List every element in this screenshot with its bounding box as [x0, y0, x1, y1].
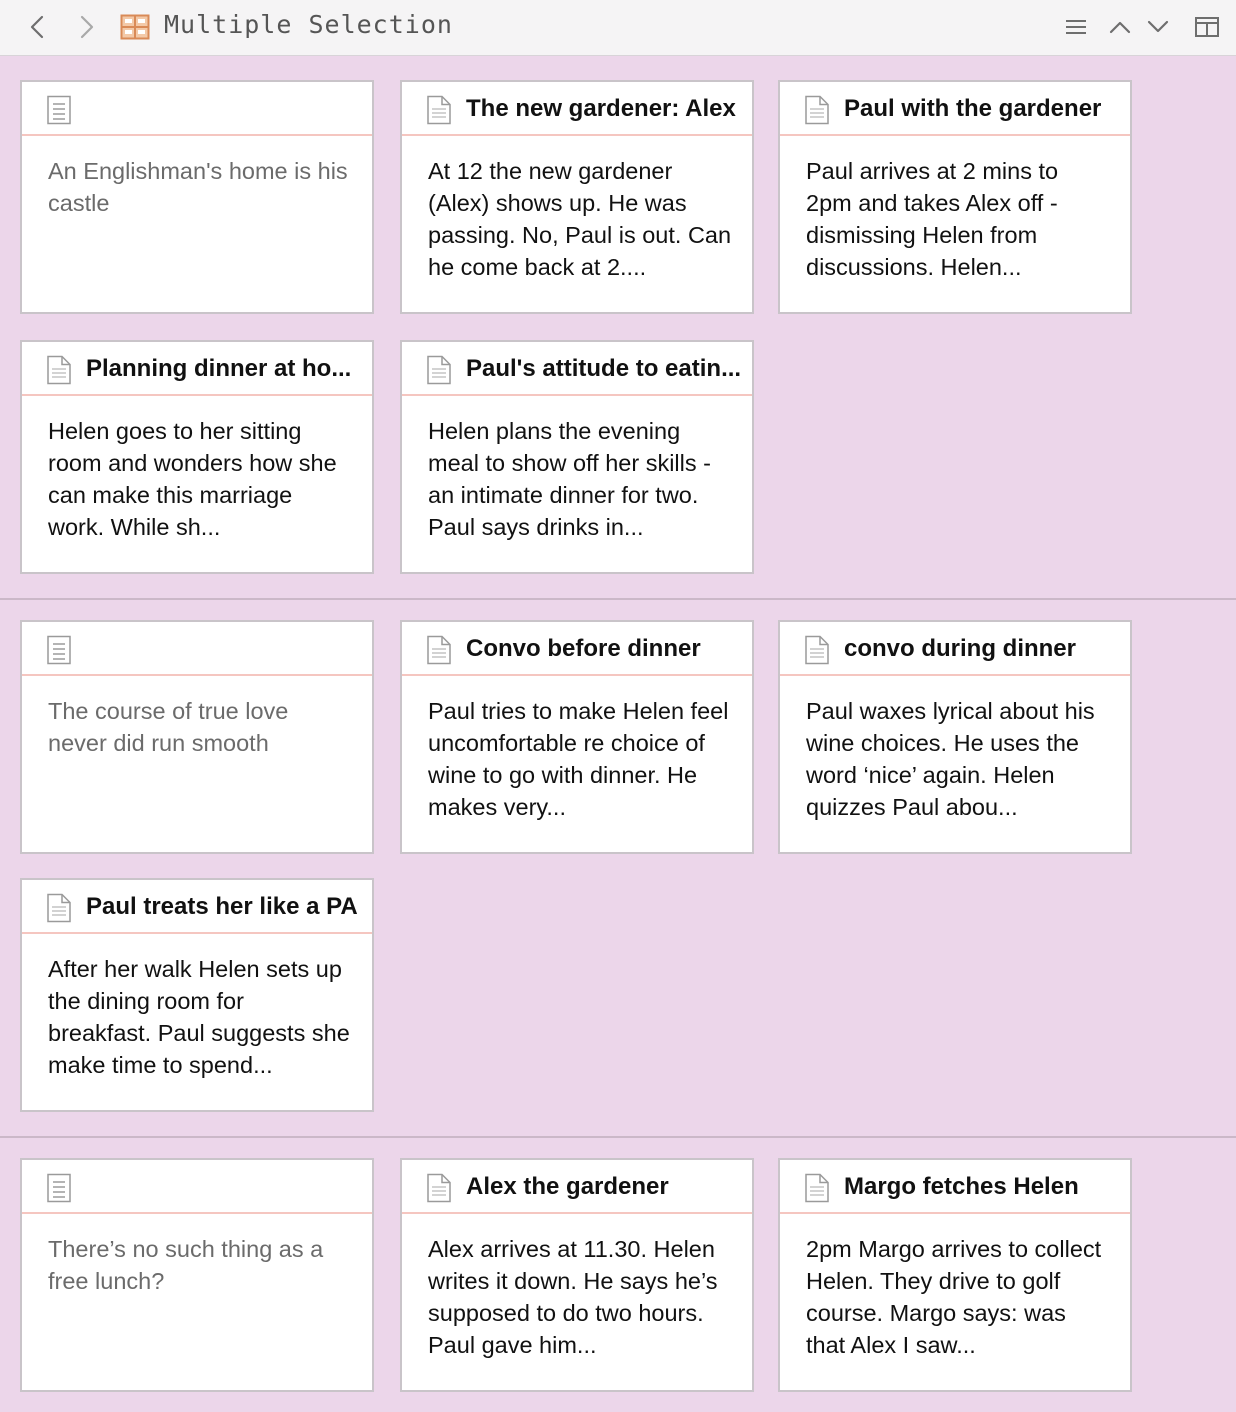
card-header: [402, 622, 752, 676]
index-card[interactable]: [20, 620, 374, 854]
index-card[interactable]: [400, 1158, 754, 1392]
card-title[interactable]: Planning dinner at ho...: [86, 355, 352, 382]
card-synopsis[interactable]: An Englishman's home is his castle: [48, 158, 348, 216]
document-icon: [46, 893, 72, 923]
card-synopsis[interactable]: At 12 the new gardener (Alex) shows up. He was passing. No, Paul is out. Can he come back at 2....: [428, 158, 732, 280]
document-icon: [804, 635, 830, 665]
card-synopsis[interactable]: Paul tries to make Helen feel uncomfortable re choice of wine to go with dinner. He makes very...: [428, 698, 729, 820]
toolbar: [0, 0, 1236, 56]
menu-icon: [1064, 17, 1088, 37]
chevron-up-icon: [1108, 19, 1132, 35]
card-header: [780, 1160, 1130, 1214]
card-title[interactable]: Alex the gardener: [466, 1173, 669, 1200]
group-divider: [0, 1136, 1236, 1138]
index-card[interactable]: [400, 340, 754, 574]
card-synopsis[interactable]: After her walk Helen sets up the dining room for breakfast. Paul suggests she make time to spend...: [48, 956, 350, 1078]
card-title[interactable]: The new gardener: Alex: [466, 95, 736, 122]
document-icon: [804, 95, 830, 125]
card-title[interactable]: Convo before dinner: [466, 635, 701, 662]
card-synopsis[interactable]: 2pm Margo arrives to collect Helen. They drive to golf course. Margo says: was that Alex I saw...: [806, 1236, 1102, 1358]
card-header: [22, 82, 372, 136]
group-divider: [0, 598, 1236, 600]
card-header: [402, 82, 752, 136]
card-header: [402, 342, 752, 396]
text-document-icon: [46, 1173, 72, 1203]
card-synopsis[interactable]: The course of true love never did run smooth: [48, 698, 289, 756]
forward-button[interactable]: [72, 12, 102, 42]
split-view-button[interactable]: [1192, 12, 1222, 42]
card-synopsis[interactable]: Paul arrives at 2 mins to 2pm and takes Alex off - dismissing Helen from discussions. Helen...: [806, 158, 1059, 280]
card-header: [780, 82, 1130, 136]
chevron-right-icon: [78, 14, 96, 40]
chevron-down-icon: [1146, 19, 1170, 35]
card-title[interactable]: Margo fetches Helen: [844, 1173, 1079, 1200]
index-card[interactable]: [778, 80, 1132, 314]
card-synopsis[interactable]: Helen plans the evening meal to show off her skills - an intimate dinner for two. Paul says drinks in...: [428, 418, 711, 540]
card-title[interactable]: convo during dinner: [844, 635, 1076, 662]
text-document-icon: [46, 95, 72, 125]
split-view-icon: [1194, 16, 1220, 38]
card-title[interactable]: Paul with the gardener: [844, 95, 1102, 122]
card-synopsis[interactable]: There’s no such thing as a free lunch?: [48, 1236, 324, 1294]
index-card[interactable]: [20, 80, 374, 314]
window-title: Multiple Selection: [164, 10, 453, 39]
back-button[interactable]: [22, 12, 52, 42]
card-header: [22, 880, 372, 934]
text-document-icon: [46, 635, 72, 665]
index-card[interactable]: [778, 620, 1132, 854]
index-card[interactable]: [20, 340, 374, 574]
card-header: [22, 622, 372, 676]
document-icon: [46, 355, 72, 385]
index-card[interactable]: [20, 878, 374, 1112]
card-title[interactable]: Paul's attitude to eatin...: [466, 355, 742, 382]
index-card[interactable]: [400, 80, 754, 314]
card-synopsis[interactable]: Alex arrives at 11.30. Helen writes it down. He says he’s supposed to do two hours. Paul gave him...: [428, 1236, 718, 1358]
card-header: [22, 342, 372, 396]
next-document-button[interactable]: [1143, 12, 1173, 42]
corkboard-view-button[interactable]: [120, 12, 150, 42]
previous-document-button[interactable]: [1105, 12, 1135, 42]
document-icon: [426, 1173, 452, 1203]
card-synopsis[interactable]: Helen goes to her sitting room and wonders how she can make this marriage work. While sh...: [48, 418, 337, 540]
document-icon: [426, 635, 452, 665]
card-title[interactable]: Paul treats her like a PA: [86, 893, 358, 920]
card-header: [22, 1160, 372, 1214]
index-card[interactable]: [20, 1158, 374, 1392]
index-card[interactable]: [778, 1158, 1132, 1392]
chevron-left-icon: [28, 14, 46, 40]
card-synopsis[interactable]: Paul waxes lyrical about his wine choices. He uses the word ‘nice’ again. Helen quizzes Paul abou...: [806, 698, 1095, 820]
card-header: [780, 622, 1130, 676]
card-header: [402, 1160, 752, 1214]
corkboard-icon: [120, 14, 150, 40]
document-icon: [426, 355, 452, 385]
document-icon: [426, 95, 452, 125]
menu-button[interactable]: [1061, 12, 1091, 42]
index-card[interactable]: [400, 620, 754, 854]
document-icon: [804, 1173, 830, 1203]
